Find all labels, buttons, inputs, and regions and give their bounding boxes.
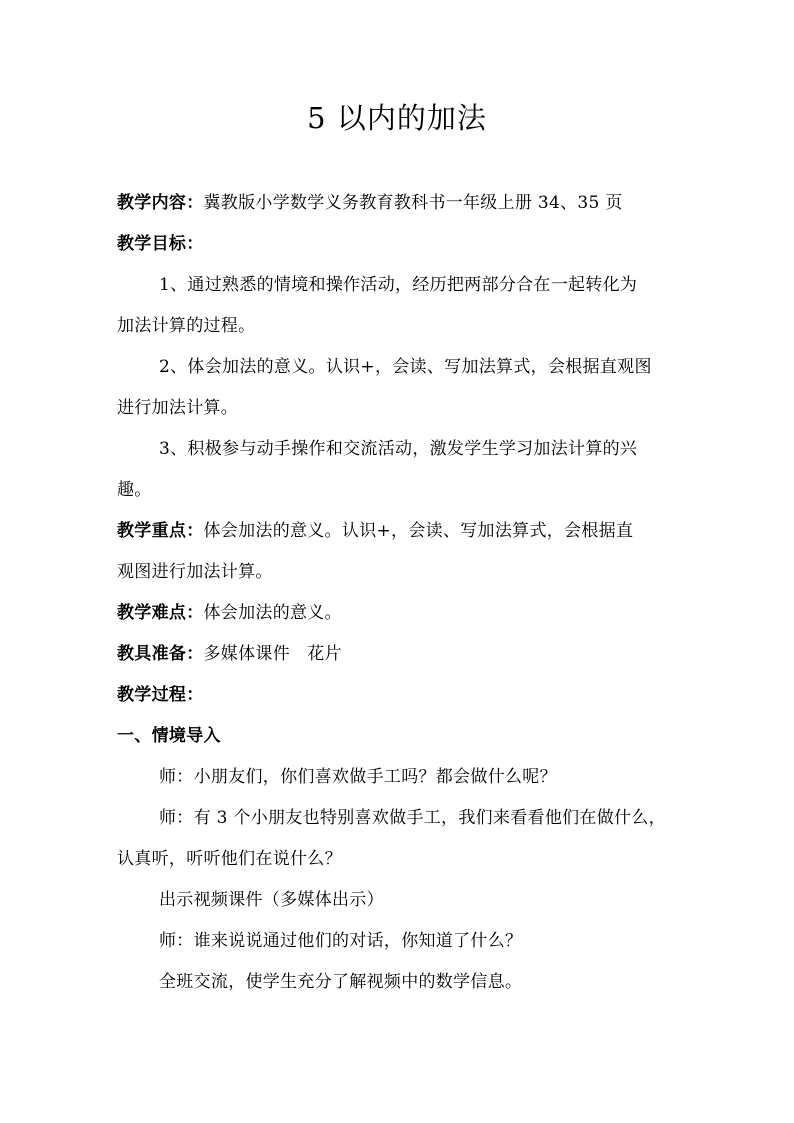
- difficulty-line: [117, 593, 679, 634]
- goal-3-line-1: 3、积极参与动手操作和交流活动，激发学生学习加法计算的兴: [159, 439, 638, 459]
- difficulty-label: 教学难点：: [117, 603, 204, 623]
- goal-1-line-2: 加法计算的过程。: [117, 316, 256, 336]
- goal-2-line-1: 2、体会加法的意义。认识+，会读、写加法算式，会根据直观图: [159, 357, 652, 377]
- process-paragraph-3: 出示视频课件（多媒体出示）: [159, 890, 384, 910]
- goal-2-line-2: 进行加法计算。: [117, 398, 239, 418]
- process-heading: 教学过程：: [117, 685, 204, 705]
- teaching-content-line: [117, 183, 679, 224]
- document-body: [117, 183, 679, 1003]
- difficulty-text: 体会加法的意义。: [203, 603, 342, 623]
- teaching-content-text: 冀教版小学数学义务教育教科书一年级上册 34、35 页: [203, 193, 623, 213]
- materials-label: 教具准备：: [117, 644, 204, 664]
- process-paragraph-1: 师：小朋友们，你们喜欢做手工吗？都会做什么呢？: [159, 767, 557, 787]
- process-paragraph-4: 师：谁来说说通过他们的对话，你知道了什么？: [159, 931, 523, 951]
- goal-3-line-2: 趣。: [117, 480, 152, 500]
- teaching-goals-heading: 教学目标：: [117, 234, 204, 254]
- key-point-line-2: 观图进行加法计算。: [117, 562, 273, 582]
- materials-line: [117, 634, 679, 675]
- key-point-line-1: [117, 511, 679, 552]
- materials-text: 多媒体课件 花片: [203, 644, 342, 664]
- process-paragraph-2-line-2: 认真听，听听他们在说什么？: [117, 849, 342, 869]
- process-paragraph-2-line-1: 师：有 3 个小朋友也特别喜欢做手工，我们来看看他们在做什么，: [159, 808, 666, 828]
- process-paragraph-5: 全班交流，使学生充分了解视频中的数学信息。: [159, 972, 523, 992]
- document-title: 5 以内的加法: [307, 101, 487, 135]
- key-point-label: 教学重点：: [117, 521, 204, 541]
- key-point-text: 体会加法的意义。认识+，会读、写加法算式，会根据直: [203, 521, 634, 541]
- section-1-heading: 一、情境导入: [117, 726, 221, 746]
- goal-1-line-1: 1、通过熟悉的情境和操作活动，经历把两部分合在一起转化为: [159, 275, 638, 295]
- teaching-content-label: 教学内容：: [117, 193, 204, 213]
